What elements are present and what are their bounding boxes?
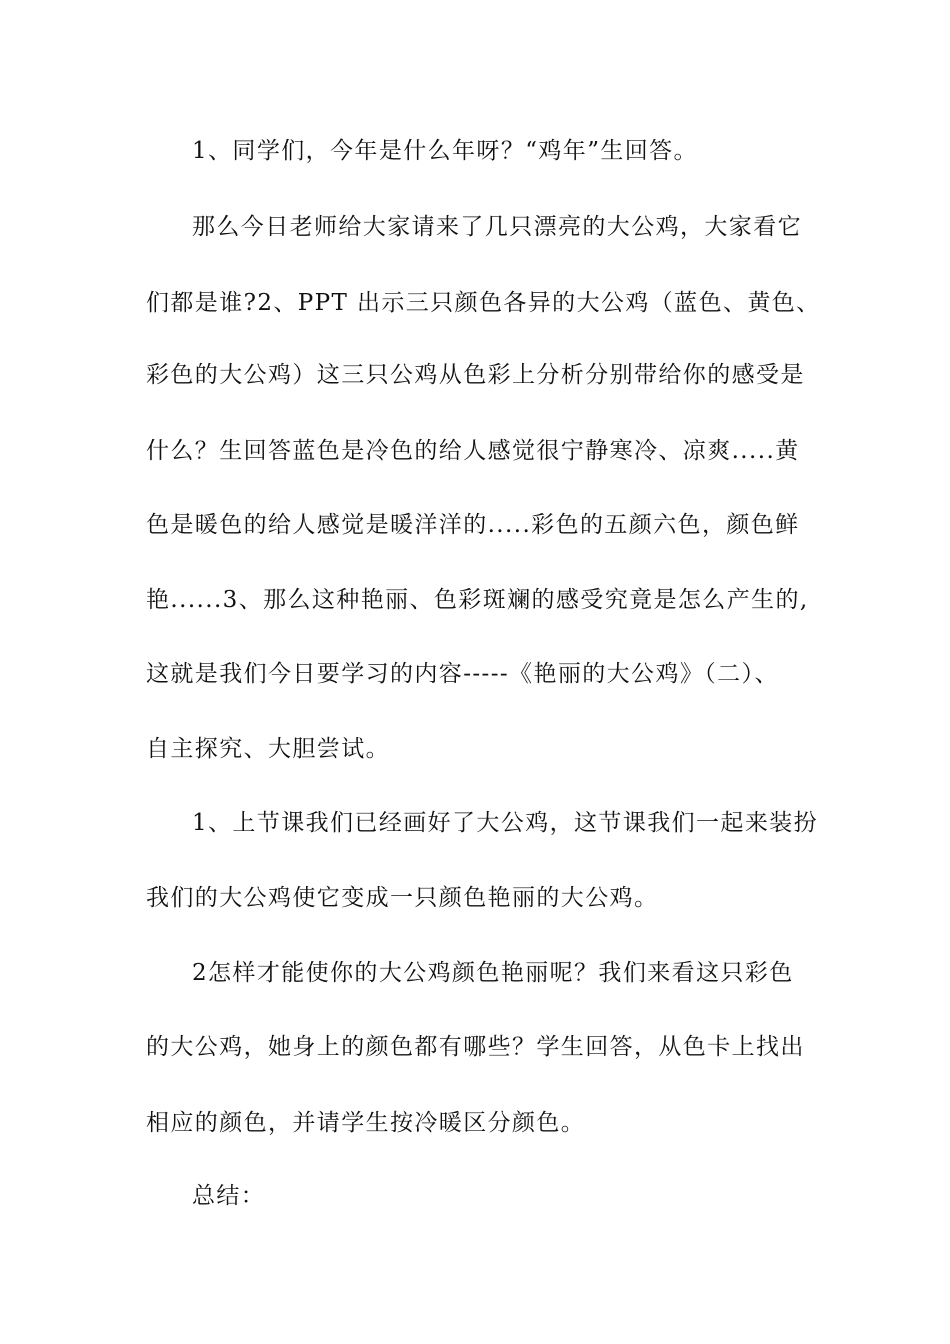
text-line-6: 色是暖色的给人感觉是暖洋洋的.....彩色的五颜六色，颜色鲜 xyxy=(146,512,800,538)
text-line-10: 1、上节课我们已经画好了大公鸡，这节课我们一起来装扮 xyxy=(192,810,819,836)
text-line-1: 1、同学们，今年是什么年呀？“鸡年”生回答。 xyxy=(192,138,698,164)
text-line-9: 自主探究、大胆尝试。 xyxy=(146,736,390,762)
text-line-5: 什么？生回答蓝色是冷色的给人感觉很宁静寒冷、凉爽.....黄 xyxy=(146,438,800,464)
text-line-11: 我们的大公鸡使它变成一只颜色艳丽的大公鸡。 xyxy=(146,885,659,911)
text-line-15: 总结： xyxy=(192,1183,266,1209)
text-line-4: 彩色的大公鸡）这三只公鸡从色彩上分析分别带给你的感受是 xyxy=(146,362,805,388)
text-line-8: 这就是我们今日要学习的内容-----《艳丽的大公鸡》（二）、 xyxy=(146,661,779,687)
text-line-7: 艳......3、那么这种艳丽、色彩斑斓的感受究竟是怎么产生的, xyxy=(146,587,809,613)
text-line-13: 的大公鸡，她身上的颜色都有哪些？学生回答，从色卡上找出 xyxy=(146,1034,805,1060)
text-line-12: 2怎样才能使你的大公鸡颜色艳丽呢？我们来看这只彩色 xyxy=(192,960,794,986)
text-line-2: 那么今日老师给大家请来了几只漂亮的大公鸡，大家看它 xyxy=(192,214,802,240)
text-line-14: 相应的颜色，并请学生按冷暖区分颜色。 xyxy=(146,1110,586,1136)
text-line-3: 们都是谁?2、PPT 出示三只颜色各异的大公鸡（蓝色、黄色、 xyxy=(146,290,821,316)
